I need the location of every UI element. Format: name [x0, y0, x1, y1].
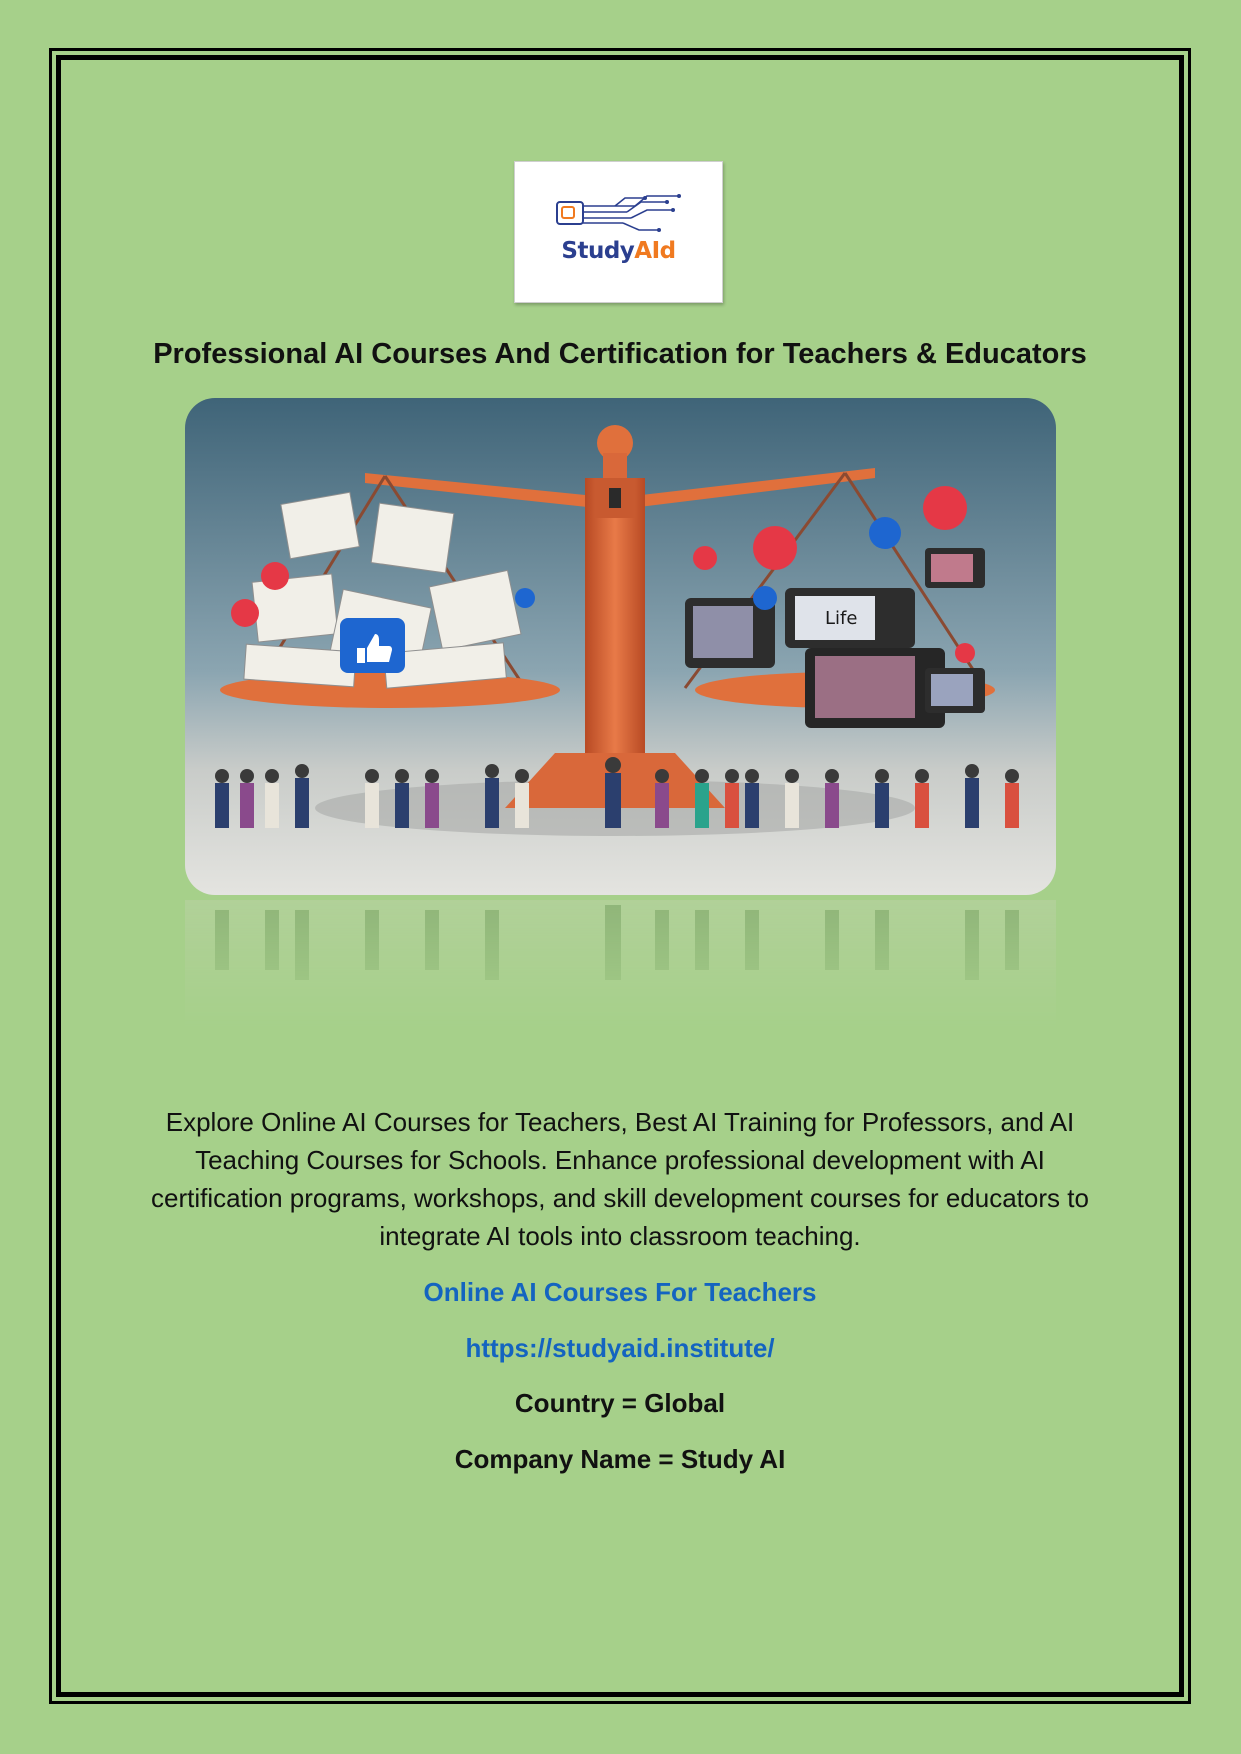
country-detail: Country = Global: [514, 1388, 726, 1418]
reflection-shape: [185, 900, 1056, 1030]
logo-text-aid: AId: [634, 238, 676, 264]
website-url-link[interactable]: https://studyaid.institute/: [465, 1333, 775, 1363]
course-link[interactable]: Online AI Courses For Teachers: [423, 1277, 817, 1307]
logo-wordmark: [515, 238, 722, 264]
page-title: Professional AI Courses And Certification for Teachers & Educators: [153, 338, 1087, 370]
tv-screen-text: Life: [825, 608, 858, 629]
logo-text-study: Study: [561, 238, 635, 264]
company-name-detail: Company Name = Study AI: [454, 1444, 786, 1474]
circuit-logo-icon: [555, 190, 685, 240]
hero-image-reflection: [185, 900, 1056, 1030]
studyaid-logo: [514, 161, 723, 303]
description-paragraph: Explore Online AI Courses for Teachers, Best AI Training for Professors, and AI Teaching Courses for Schools. Enhance professional development with AI certification programs, workshops, and skill development courses for educators to integrate AI tools into classroom teaching.: [151, 1107, 1089, 1251]
balance-scale-illustration: [185, 398, 1056, 895]
hero-image: [185, 398, 1056, 895]
